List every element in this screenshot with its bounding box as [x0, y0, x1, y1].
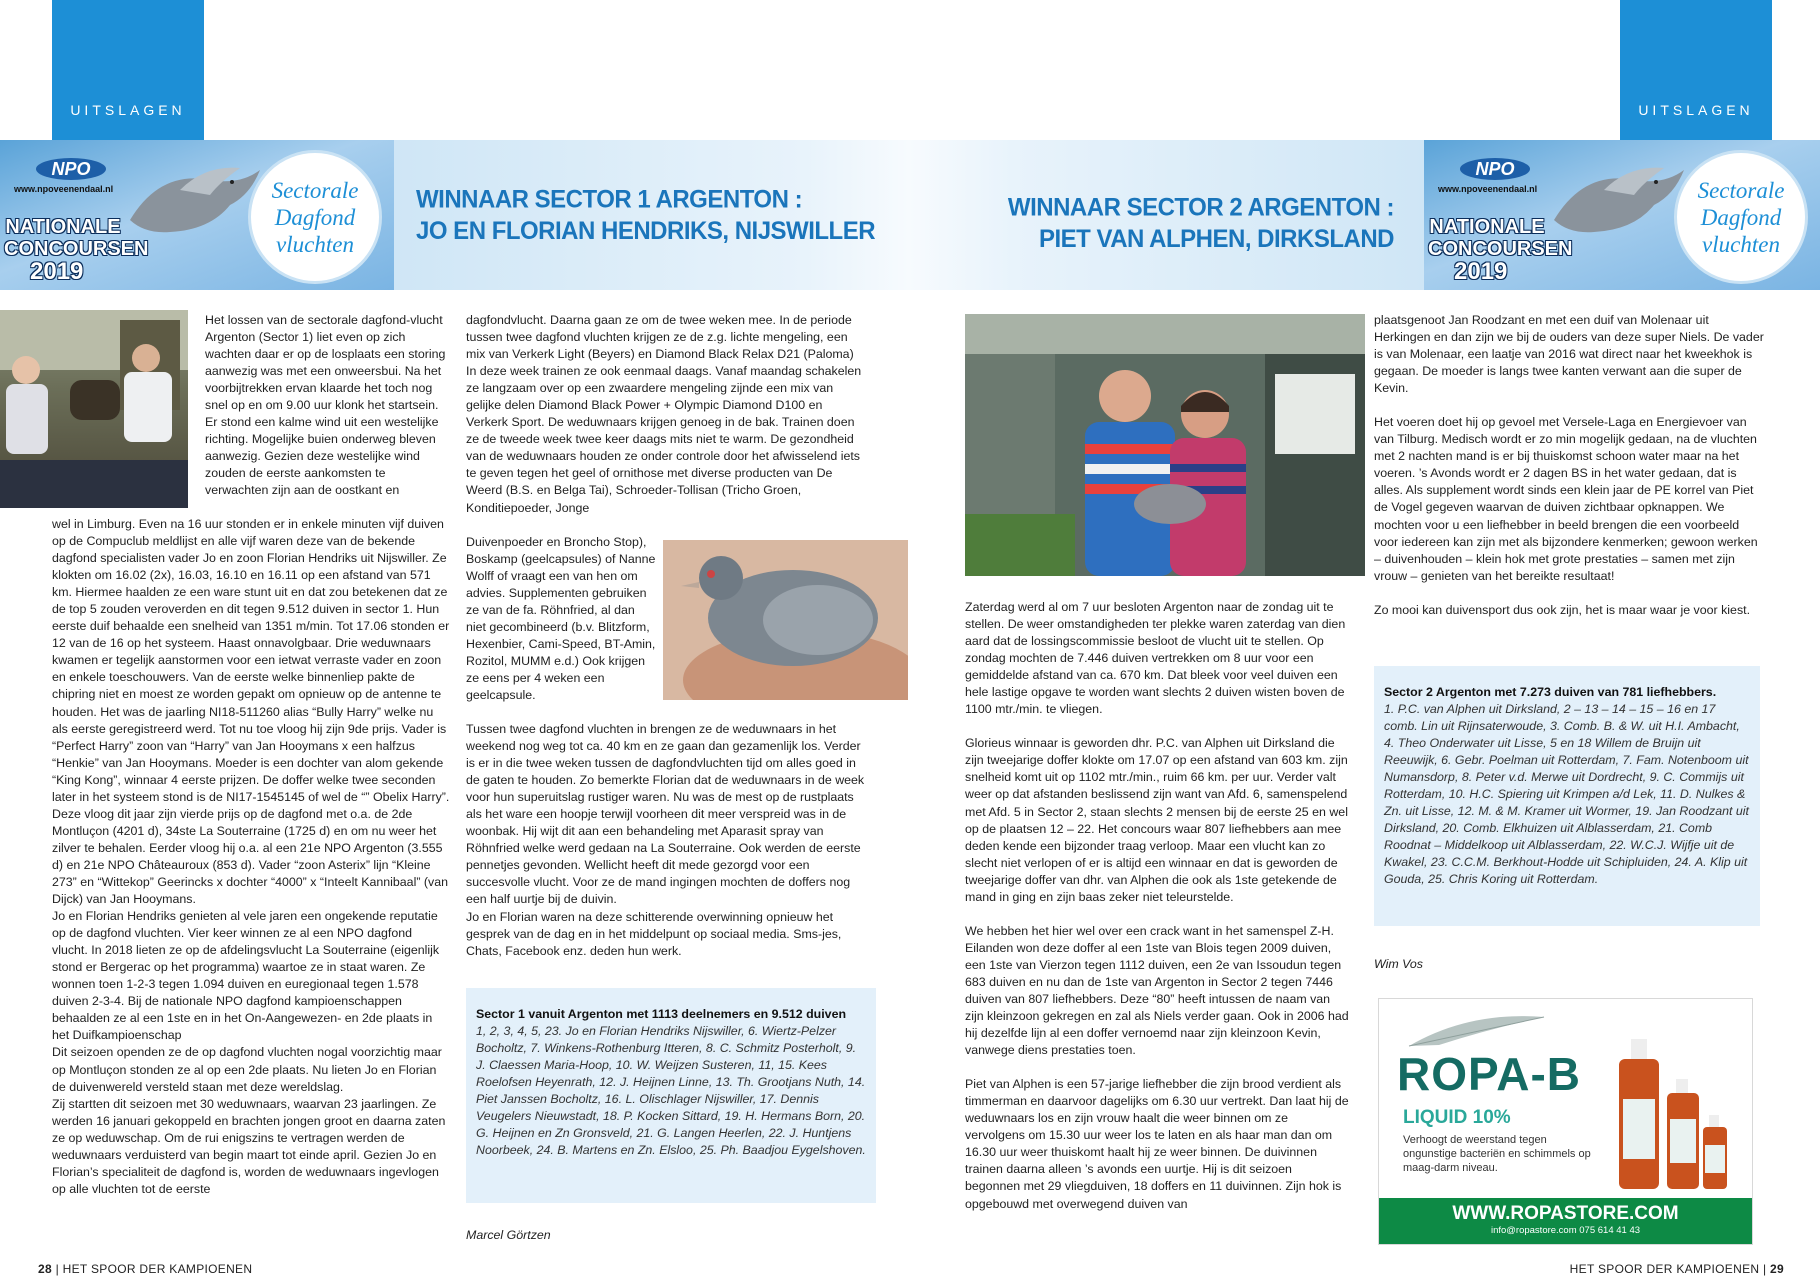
ad-description: Verhoogt de weerstand tegen ongunstige bacteriën en schimmels op maag-darm niveau. — [1403, 1134, 1591, 1174]
footer-left — [38, 1262, 252, 1276]
right-col3-p1: Zaterdag werd al om 7 uur besloten Argenton naar de zondag uit te stellen. De weer omstandigheden ter plekke waren zaterdag van dien aard dat de lossingscommissie besloot de vlucht uit te stellen. Op zondag mochten de 7.446 duiven vertrekken om 8 uur voor een gemiddelde afstand van ca. 670 km. Dat bleek voor veel duiven een hele lastige opgave te worden want slechts 2 duiven wisten boven de 1100 mtr./min. te vliegen. — [965, 600, 1346, 717]
headline-left-line1: WINNAAR SECTOR 1 ARGENTON : — [416, 185, 803, 214]
section-label-right: UITSLAGEN — [1638, 102, 1754, 118]
left-col2-p2: In deze week trainen ze ook eenmaal daags. Vanaf maandag schakelen ze langzaam over op een zwaardere mengeling zijnde een mix van gelijke delen Diamond Black Power + Olympic Diamond D100 en Verkerk Sport. De weduwnaars krijgen genoeg in de bak. Trainen doen ze de tweede week twee keer daags mits niet te warm. De gezondheid van de weduwnaars houden ze onder controle door het afwisselend iets te geven tegen het geel of ornithose met diverse producten van De Weerd (B.S. en Belga Tai), Schroeder-Tollisan (Tricho Groen, Konditiepoeder, Jonge — [466, 364, 862, 515]
left-col2-p1: dagfondvlucht. Daarna gaan ze om de twee weken mee. In de periode tussen twee dagfond vluchten krijgen ze de z.g. lichte mengeling, een mix van Verkerk Light (Beyers) en Diamond Black Relax D21 (Paloma) — [466, 313, 854, 362]
logo-url: www.npoveenendaal.nl — [14, 184, 114, 194]
circle-line3: vluchten — [1702, 231, 1780, 257]
photo-pigeon-image — [663, 540, 908, 700]
paragraph-gap — [1374, 397, 1766, 414]
logo-title — [4, 216, 149, 260]
circle-line3: vluchten — [276, 231, 354, 257]
left-col2-narrow — [466, 534, 656, 704]
photo-hendriks-image — [0, 310, 188, 508]
photo-pigeon-hand — [663, 540, 908, 700]
page-number-left: 28 — [38, 1262, 52, 1276]
logo-year: 2019 — [30, 258, 84, 285]
logo-circle — [1674, 150, 1808, 284]
photo-van-alphen — [965, 314, 1365, 576]
left-col2-bottom — [466, 721, 866, 960]
bottle-icon — [1601, 1019, 1741, 1199]
section-tab-left — [52, 0, 204, 140]
headline-left — [416, 185, 875, 248]
results-box-sector2-title: Sector 2 Argenton met 7.273 duiven van 781 liefhebbers. — [1384, 685, 1717, 699]
left-col1-p2: Jo en Florian Hendriks genieten al vele jaren een ongekende reputatie op de dagfond vluchten. Vier keer winnen ze al een NPO dagfond vlucht. In 2018 lieten ze op de afdelingsvlucht La Souterraine (eigenlijk stond er Bergerac op het programma) waartoe ze in staat waren. Ze wonnen toen 1-2-3 tegen 1.094 duiven en euregionaal tegen 1.578 duiven 2-3-4. Bij de nationale NPO dagfond kampioenschappen behaalden ze al een 1ste en in het On-Aangewezen- en 2de plaats in het Duifkampioenschap — [52, 909, 440, 1043]
right-col4-p1: plaatsgenoot Jan Roodzant en met een duif van Molenaar uit Herkingen en dan zijn we bij de ouders van deze super Niels. De vader is van Molenaar, een laatje van 2016 wat direct naar het kweekhok is gegaan. De moeder is langs twee kanten verwant aan die super de Kevin. — [1374, 313, 1764, 396]
left-col2-p4: Jo en Florian waren na deze schitterende overwinning opnieuw het gesprek van de dag en in het middelpunt op sociaal media. Sms-jes, Chats, Facebook enz. deden hun werk. — [466, 909, 842, 958]
logo-line1: NATIONALE — [1429, 216, 1545, 238]
results-box-sector1-list: 1, 2, 3, 4, 5, 23. Jo en Florian Hendriks Nijswiller, 6. Wiertz-Pelzer Bocholtz, 7. Winkens-Rothenburg Itteren, 8. C. Schmitz Posterholt, 9. J. Claessen Maria-Hoop, 10. W. Weijzen Susteren, 11, 15. Kees Roelofsen Heyenrath, 12. J. Heijnen Linne, 13. Th. Grootjans Nuth, 14. Piet Janssen Bocholtz, 16. L. Olischlager Nijswiller, 17. Dennis Veugelers Nieuwstadt, 18. P. Kocken Sittard, 19. H. Hermans Born, 20. G. Heijnen en Zn Gronsveld, 21. G. Langen Heerlen, 22. J. Huntjens Noorbeek, 24. B. Martens en Zn. Elsloo, 25. Ph. Baadjou Eygelshoven. — [476, 1024, 866, 1157]
logo-title — [1428, 216, 1573, 260]
left-col1-p3: Dit seizoen openden ze de op dagfond vluchten nogal voorzichtig maar op Montluçon stonden ze al op een 2de plaats. Nu lieten Jo en Florian de duivenwereld versteld staan met deze wereldslag. — [52, 1045, 442, 1094]
ad-website[interactable]: WWW.ROPASTORE.COM — [1452, 1203, 1679, 1224]
paragraph-gap — [965, 906, 1350, 923]
left-col2-narrow-text: Duivenpoeder en Broncho Stop), Boskamp (geelcapsules) of Nanne Wolff of vraagt een van hen om advies. Supplementen gebruiken ze van de fa. Röhnfried, al dan niet gecombineerd (b.v. Blitzform, Hexenbier, Cami-Speed, BT-Amin, Rozitol, MUMM e.d.) Ook krijgen ze eens per 4 weken een geelcapsule. — [466, 535, 656, 703]
photo-hendriks — [0, 310, 188, 508]
npo-badge: NPO — [36, 158, 106, 180]
npo-logo-left — [0, 140, 394, 290]
author-left: Marcel Görtzen — [466, 1228, 551, 1242]
ad-brand: ROPA-B — [1397, 1048, 1582, 1100]
headline-left-line2: JO EN FLORIAN HENDRIKS, NIJSWILLER — [416, 217, 876, 246]
circle-line2: Dagfond — [1700, 204, 1782, 230]
right-col4-p2: Het voeren doet hij op gevoel met Versele-Laga en Energievoer van van Tilburg. Medisch wordt er zo min mogelijk gedaan, na de vluchten met 2 nachten mand is er bij thuiskomst schoon water maar na het voeren. ’s Avonds wordt er 2 dagen BS in het water gedaan, dat is alles. Als supplement wordt sinds een klein jaar de PE korrel van Piet de Vogel gegeven waarvan de duiven zichtbaar opknappen. We mochten voor u een liefhebber in beeld brengen die een voorbeeld voor iedereen kan zijn met als bijzondere kenmerken; gewoon werken – duivenhouden – klein hok met grote prestaties – samen met zijn vrouw – genieten van het bereikte resultaat! — [1374, 415, 1758, 583]
footer-title-right: HET SPOOR DER KAMPIOENEN — [1569, 1262, 1760, 1276]
footer-separator: | — [51, 1262, 63, 1276]
circle-line2: Dagfond — [274, 204, 356, 230]
left-col1-top-text: Het lossen van de sectorale dagfond-vlucht Argenton (Sector 1) liet even op zich wachten daar er op de losplaats een storing aanwezig was met een onweersbui. Na het voorbijtrekken ervan klaarde het toch nog snel op en om 9.00 uur klonk het startsein. Er stond een kalme wind uit een westelijke richting. Mogelijke buien onderweg bleven aanwezig. Gezien deze westelijke wind zouden de eerste aankomsten te verwachten zijn aan de oostkant en — [205, 313, 446, 498]
paragraph-gap — [965, 718, 1350, 735]
headline-right-line2: PIET VAN ALPHEN, DIRKSLAND — [1038, 225, 1394, 254]
right-col4-p3: Zo mooi kan duivensport dus ook zijn, het is maar waar je voor kiest. — [1374, 602, 1751, 617]
logo-url: www.npoveenendaal.nl — [1438, 184, 1538, 194]
left-col1-p1: wel in Limburg. Even na 16 uur stonden er in enkele minuten vijf duiven op de Compuclub meldlijst en alle vijf waren deze van de bekende dagfond specialisten vader Jo en zoon Florian Hendriks uit Nijswiller. Ze klokten om 16.02 (2x), 16.03, 16.10 en 16.11 op een afstand van 571 km. Hiermee haalden ze een ware stunt uit en dat zou betekenen dat ze de top 5 zouden veroverden en dit tegen 9.512 duiven in sector 1. Hun eerste duif behaalde een snelheid van 1351 m/min. Tot 17.06 stonden er 12 van de 16 op het systeem. Haast onnavolgbaar. Drie weduwnaars kwamen er tegelijk aanstormen voor een ietwat verraste vader en zoon en enkele toeschouwers. Van de eerste welke binnenliep pakte de chipring niet en moest ze worden gepakt om opnieuw op de antenne te houden. Het was de jaarling NI18-511260 alias “Bully Harry” welke nu als eerste geregistreerd werd. Tot nu toe vloog hij zijn 9de prijs. Vader is “Perfect Harry” zoon van “Harry” van Jan Hooymans x een halfzus “Henkie” van Jan Hooymans. Moeder is een dochter van alom gekende “King Kong”, winnaar 4 eerste prijzen. De doffer welke twee seconden later in het systeem stond is de NI17-1545145 of wel de “” Obelix Harry”. Deze vloog dit jaar zijn vierde prijs op de dagfond met o.a. de 2de Montluçon (4201 d), 34ste La Souterraine (1725 d) en om nu weer het zilver te behalen. Eerder vloog hij o.a. al een 21e NPO Argenton (3.555 d) en 21e NPO Châteauroux (853 d). Vader “zoon Asterix” lijn “Kleine 273” en “Wittekop” Geerincks x dochter “4000” x “Inteelt Kannibaal” (van Dijck) van Jan Hooymans. — [52, 517, 450, 907]
circle-line1: Sectorale — [271, 177, 359, 203]
page-number-right: 29 — [1770, 1262, 1784, 1276]
pigeon-icon — [1544, 160, 1694, 250]
photo-van-alphen-image — [965, 314, 1365, 576]
paragraph-gap — [965, 1059, 1350, 1076]
npo-logo-right — [1424, 140, 1820, 290]
right-col3-p2: Glorieus winnaar is geworden dhr. P.C. van Alphen uit Dirksland die zijn tweejarige doffer klokte om 17.07 op een afstand van 603 km. zijn snelheid komt uit op 1102 mtr./min., ruim 66 km. per uur. Verder valt weer op dat afstanden beslissend zijn want van Afd. 6, samenspelend met Afd. 5 in Sector 2, staan slechts 2 mensen bij de eerste 25 en wel op de plaatsen 12 – 22. Het concours waar 807 liefhebbers aan mee deden kende een bijzonder traag verloop. Maar een vlucht kan zo slecht niet verlopen of er is altijd een winnaar en dat is geworden de tweejarige doffer van dhr. van Alphen die ook als 1ste getekende de mand in ging en zijn baas zeker niet teleurstelde. — [965, 736, 1348, 904]
left-col1-body — [52, 516, 451, 1198]
ad-footer-bar — [1379, 1198, 1752, 1244]
left-col2-top — [466, 312, 866, 517]
logo-line1: NATIONALE — [5, 216, 121, 238]
logo-circle — [248, 150, 382, 284]
left-col1-p4: Zij startten dit seizoen met 30 weduwnaars, waarvan 23 jaarlingen. Ze werden 16 januari gekoppeld en brachten jongen groot en daarna zaten ze op weduwschap. Om de rui enigszins te vertragen werden de weduwnaars verduisterd van begin maart tot einde april. Gezien Jo en Florian’s specialiteit de dagfond is, worden de weduwnaars ingevlogen op alle vluchten tot de eerste — [52, 1096, 446, 1196]
right-col3-p4: Piet van Alphen is een 57-jarige liefhebber die zijn brood verdient als timmerman en daarvoor dagelijks om 6.30 uur vertrekt. Dan laat hij de weduwnaars los en zijn vrouw haalt die weer binnen om ze vervolgens om 15.30 uur weer los te laten en als haar man dan om 16.30 uur weer thuiskomt haalt hij ze weer binnen. De duivinnen trainen daarna alleen ’s avonds een uurtje. Hij is dit seizoen begonnen met 29 vliegduiven, 18 doffers en 11 duivinnen. Zijn hok is opgebouwd met overwegend duiven van — [965, 1077, 1349, 1211]
footer-title-left: HET SPOOR DER KAMPIOENEN — [62, 1262, 253, 1276]
left-col1-top — [205, 312, 451, 500]
author-right: Wim Vos — [1374, 957, 1423, 971]
results-box-sector1 — [466, 988, 876, 1203]
feather-icon — [1399, 1011, 1549, 1051]
results-box-sector1-title: Sector 1 vanuit Argenton met 1113 deelnemers en 9.512 duiven — [476, 1007, 847, 1021]
ropa-b-advertisement[interactable] — [1378, 998, 1753, 1245]
ad-product: LIQUID 10% — [1403, 1107, 1511, 1128]
logo-year: 2019 — [1454, 258, 1508, 285]
logo-line2: CONCOURSEN — [4, 238, 149, 260]
right-col3-p3: We hebben het hier wel over een crack want in het samenspel Z-H. Eilanden won deze doffer al een 1ste van Blois tegen 2009 duiven, een 1ste van Vierzon tegen 1112 duiven, een 2e van Issoudun tegen 683 duiven en nu dan de 1ste van Argenton in Sector 2 tegen 7446 duiven van 807 liefhebbers. Deze “80” heeft intussen de naam van zijn kleinzoon gekregen en zal als Niels verder gaan. Ook in 2006 had hij dezelfde lijn al een doffer vernoemd naar zijn kleinzoon Kevin, vanwege diens prestaties toen. — [965, 923, 1349, 1058]
circle-line1: Sectorale — [1697, 177, 1785, 203]
section-tab-right — [1620, 0, 1772, 140]
right-col3 — [965, 599, 1350, 1213]
headline-right — [1008, 193, 1394, 256]
results-box-sector2 — [1374, 666, 1760, 926]
headline-right-line1: WINNAAR SECTOR 2 ARGENTON : — [1007, 193, 1394, 222]
pigeon-icon — [120, 160, 270, 250]
footer-separator: | — [1759, 1262, 1771, 1276]
npo-badge: NPO — [1460, 158, 1530, 180]
logo-line2: CONCOURSEN — [1428, 238, 1573, 260]
section-label-left: UITSLAGEN — [70, 102, 186, 118]
left-col2-p3: Tussen twee dagfond vluchten in brengen ze de weduwnaars in het weekend nog weg tot ca. 40 km en ze gaan dan gezamenlijk los. Verder is er in die twee weken tussen de dagfondvluchten tijd om alles goed in de gaten te houden. Zo bemerkte Florian dat de weduwnaars in de week voor hun superuitslag rustiger waren. Nu was de mest op de rustplaats als het ware een hoopje terwijl voorheen dit meer verspreid was in de woonbak. Hij wijt dit aan een behandeling met Aparasit spray van Röhnfried welke werd gedaan na La Souterraine. Ook werden de eerste pennetjes gevonden. Wellicht heeft dit mede gezorgd voor een succesvolle vlucht. Voor ze de mand ingingen mochten de doffers nog een half uurtje bij de duivin. — [466, 722, 865, 907]
results-box-sector2-list: 1. P.C. van Alphen uit Dirksland, 2 – 13 – 14 – 15 – 16 en 17 comb. Lin uit Rijnsaterwoude, 3. Comb. B. & W. uit H.I. Ambacht, 4. Theo Onderwater uit Lisse, 5 en 18 Willem de Bruijn uit Reeuwijk, 6. Gebr. Poelman uit Rotterdam, 7. Fam. Notenboom uit Numansdorp, 8. Peter v.d. Merwe uit Dordrecht, 9. C. Commijs uit Rotterdam, 10. H.C. Spiering uit Krimpen a/d Lek, 11. D. Nulkes & Zn. uit Lisse, 12. M. & M. Kramer uit Wormer, 19. Jan Roodzant uit Dirksland, 20. Comb. Elkhuizen uit Alblasserdam, 21. Comb Roodnat – Middelkoop uit Alblasserdam, 22. W.C.J. Wijfje uit de Kwakel, 23. C.C.M. Berkhout-Hodde uit Schipluiden, 24. A. Klip uit Gouda, 25. Chris Koring uit Rotterdam. — [1384, 702, 1749, 886]
ad-contact: info@ropastore.com 075 614 41 43 — [1490, 1225, 1641, 1236]
right-col4 — [1374, 312, 1766, 619]
footer-right — [1570, 1262, 1784, 1276]
paragraph-gap — [1374, 585, 1766, 602]
